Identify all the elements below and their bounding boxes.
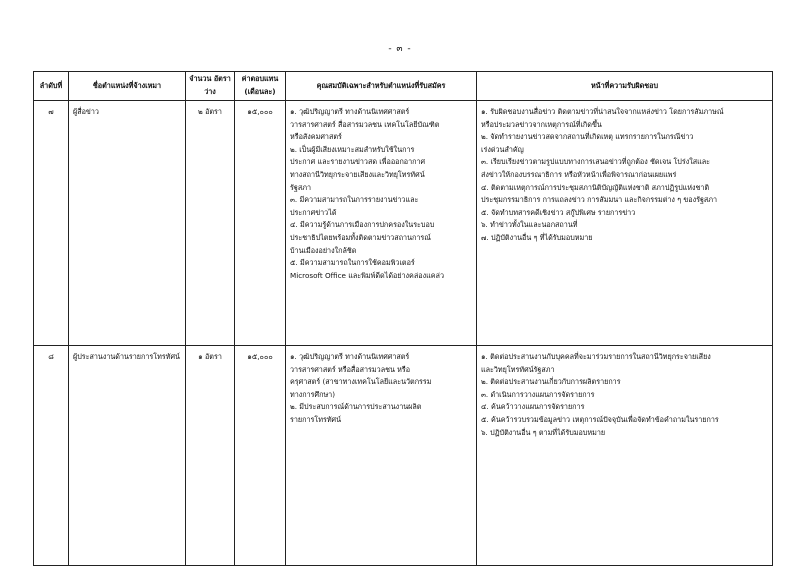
row-quantity: ๒ อัตรา: [186, 101, 235, 346]
text-line: ๔. ค้นคว้าวางแผนการจัดรายการ: [481, 402, 585, 412]
row-pay: ๑๕,๐๐๐: [235, 101, 286, 346]
text-line: วารสารศาสตร์ หรือสื่อสารมวลชน หรือ: [290, 364, 411, 374]
text-line: ๓. ดำเนินการวางแผนการจัดรายการ: [481, 389, 595, 399]
text-line: รายการโทรทัศน์: [290, 414, 342, 424]
text-line: ๒. มีประสบการณ์ด้านการประสานงานผลิต: [290, 402, 422, 412]
header-pay: ค่าตอบแทน (เดือนละ): [235, 72, 286, 101]
text-line: ๓. เรียบเรียงข่าวตามรูปแบบทางการเสนอข่าวที่ถูกต้อง ชัดเจน โปร่งใสและ: [481, 157, 711, 167]
header-no: ลำดับที่: [34, 72, 69, 101]
text-line: หรือสังคมศาสตร์: [290, 132, 342, 142]
table-header-row: [34, 72, 773, 101]
row-duties: [477, 346, 773, 566]
text-line: ๓. มีความสามารถในการรายงานข่าวและ: [290, 195, 419, 205]
row-qualifications: [286, 346, 477, 566]
text-line: หรือประมวลข่าวจากเหตุการณ์ที่เกิดขึ้น: [481, 119, 602, 129]
page-number: - ๓ -: [388, 44, 412, 54]
text-line: ทางการศึกษา): [290, 389, 336, 399]
row-duties: [477, 101, 773, 346]
text-line: ส่งข่าวให้กองบรรณาธิการ หรือหัวหน้าเพื่อพิจารณาก่อนเผยแพร่: [481, 169, 677, 179]
text-line: ๗. ปฏิบัติงานอื่น ๆ ที่ได้รับมอบหมาย: [481, 232, 593, 242]
header-qualifications: คุณสมบัติเฉพาะสำหรับตำแหน่งที่รับสมัคร: [286, 72, 477, 101]
text-line: ทางสถานีวิทยุกระจายเสียงและวิทยุโทรทัศน์: [290, 169, 425, 179]
text-line: ๑. วุฒิปริญญาตรี ทางด้านนิเทศศาสตร์: [290, 352, 410, 361]
text-line: ๕. มีความสามารถในการใช้คอมพิวเตอร์: [290, 258, 415, 268]
text-line: ๒. จัดทำรายงานข่าวสดจากสถานที่เกิดเหตุ แทรกรายการในกรณีข่าว: [481, 132, 694, 142]
row-no: ๘: [34, 346, 69, 566]
text-line: ๒. เป็นผู้มีเสียงเหมาะสมสำหรับใช้ในการ: [290, 144, 415, 154]
row-quantity: ๑ อัตรา: [186, 346, 235, 566]
text-line: ๔. มีความรู้ด้านการเมืองการปกครองในระบอบ: [290, 220, 435, 230]
text-line: ประชาธิปไตยพร้อมทั้งติดตามข่าวสถานการณ์: [290, 232, 431, 242]
text-line: เร่งด่วนสำคัญ: [481, 144, 524, 154]
text-line: ๑. วุฒิปริญญาตรี ทางด้านนิเทศศาสตร์: [290, 107, 410, 116]
text-line: ประชุมกรรมาธิการ การแถลงข่าว การสัมมนา และกิจกรรมต่าง ๆ ของรัฐสภา: [481, 195, 718, 205]
text-line: ๔. ติดตามเหตุการณ์การประชุมสภานิติบัญญัติแห่งชาติ สภาปฏิรูปแห่งชาติ: [481, 182, 710, 192]
table-row: [34, 346, 773, 566]
text-line: ประกาศข่าวได้: [290, 207, 337, 217]
row-pay: ๑๕,๐๐๐: [235, 346, 286, 566]
text-line: ประกาศ และรายงานข่าวสด เพื่อออกอากาศ: [290, 157, 426, 167]
text-line: ๖. ทำข่าวทั้งในและนอกสถานที่: [481, 220, 578, 230]
table-row: [34, 101, 773, 346]
row-no: ๗: [34, 101, 69, 346]
text-line: และวิทยุโทรทัศน์รัฐสภา: [481, 364, 555, 374]
header-position: ชื่อตำแหน่งที่จ้างเหมา: [69, 72, 186, 101]
header-duties: หน้าที่ความรับผิดชอบ: [477, 72, 773, 101]
text-line: ๑. ติดต่อประสานงานกับบุคคลที่จะมาร่วมรายการในสถานีวิทยุกระจายเสียง: [481, 352, 711, 361]
row-qualifications: [286, 101, 477, 346]
text-line: ครุศาสตร์ (สาขาทางเทคโนโลยีและนวัตกรรม: [290, 377, 432, 387]
job-positions-table: [33, 71, 773, 566]
text-line: Microsoft Office และพิมพ์ดีดได้อย่างคล่องแคล่ว: [290, 270, 444, 280]
text-line: วารสารศาสตร์ สื่อสารมวลชน เทคโนโลยีบัณฑิต: [290, 119, 440, 129]
row-position: ผู้สื่อข่าว: [69, 101, 186, 346]
header-quantity: จำนวน อัตราว่าง: [186, 72, 235, 101]
text-line: ๒. ติดต่อประสานงานเกี่ยวกับการผลิตรายการ: [481, 377, 621, 387]
text-line: ๕. ค้นคว้ารวบรวมข้อมูลข่าว เหตุการณ์ปัจจุบันเพื่อจัดทำข้อคำถามในรายการ: [481, 414, 719, 424]
text-line: ๕. จัดทำบทสารคดีเชิงข่าว สกู๊ปพิเศษ รายการข่าว: [481, 207, 636, 217]
row-position: ผู้ประสานงานด้านรายการโทรทัศน์: [69, 346, 186, 566]
text-line: บ้านเมืองอย่างใกล้ชิด: [290, 245, 357, 255]
text-line: ๖. ปฏิบัติงานอื่น ๆ ตามที่ได้รับมอบหมาย: [481, 427, 606, 437]
text-line: รัฐสภา: [290, 182, 311, 192]
text-line: ๑. รับผิดชอบงานสื่อข่าว ติดตามข่าวที่น่าสนใจจากแหล่งข่าว โดยการสัมภาษณ์: [481, 107, 724, 116]
